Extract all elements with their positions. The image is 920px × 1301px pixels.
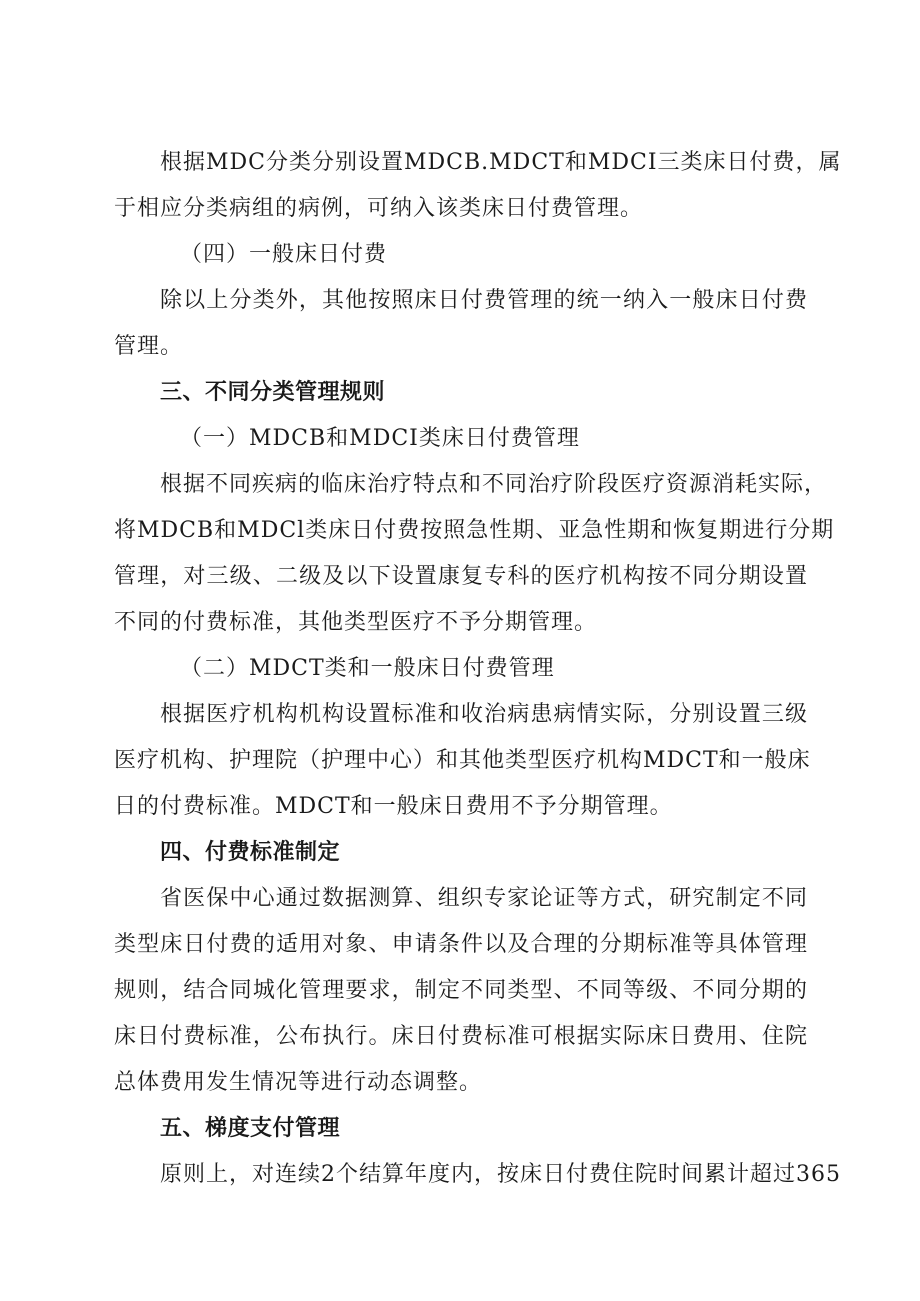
paragraph-line: 根据MDC分类分别设置MDCB.MDCT和MDCI三类床日付费，属 — [160, 150, 842, 175]
paragraph-line: 类型床日付费的适用对象、申请条件以及合理的分期标准等具体管理 — [114, 932, 808, 957]
paragraph-line: 医疗机构、护理院（护理中心）和其他类型医疗机构MDCT和一般床 — [114, 748, 811, 773]
section-heading: 五、梯度支付管理 — [160, 1116, 341, 1141]
paragraph-line: 于相应分类病组的病例，可纳入该类床日付费管理。 — [114, 196, 644, 221]
section-heading: 三、不同分类管理规则 — [160, 380, 386, 405]
subsection-heading: （四）一般床日付费 — [180, 242, 388, 267]
paragraph-line: 不同的付费标准，其他类型医疗不予分期管理。 — [114, 610, 598, 635]
paragraph-line: 规则，结合同城化管理要求，制定不同类型、不同等级、不同分期的 — [114, 978, 808, 1003]
subsection-heading: （一）MDCB和MDCI类床日付费管理 — [180, 426, 580, 451]
paragraph-line: 管理。 — [114, 334, 184, 359]
paragraph-line: 根据医疗机构机构设置标准和收治病患病情实际，分别设置三级 — [160, 702, 808, 727]
paragraph-line: 原则上，对连续2个结算年度内，按床日付费住院时间累计超过365 — [160, 1162, 841, 1187]
paragraph-line: 将MDCB和MDCl类床日付费按照急性期、亚急性期和恢复期进行分期 — [114, 518, 835, 543]
subsection-heading: （二）MDCT类和一般床日付费管理 — [180, 656, 555, 681]
section-heading: 四、付费标准制定 — [160, 840, 341, 865]
paragraph-line: 管理，对三级、二级及以下设置康复专科的医疗机构按不同分期设置 — [114, 564, 808, 589]
paragraph-line: 日的付费标准。MDCT和一般床日费用不予分期管理。 — [114, 794, 673, 819]
paragraph-line: 省医保中心通过数据测算、组织专家论证等方式，研究制定不同 — [160, 886, 808, 911]
paragraph-line: 总体费用发生情况等进行动态调整。 — [114, 1070, 483, 1095]
paragraph-line: 除以上分类外，其他按照床日付费管理的统一纳入一般床日付费 — [160, 288, 808, 313]
paragraph-line: 根据不同疾病的临床治疗特点和不同治疗阶段医疗资源消耗实际， — [160, 472, 828, 497]
paragraph-line: 床日付费标准，公布执行。床日付费标准可根据实际床日费用、住院 — [114, 1024, 808, 1049]
